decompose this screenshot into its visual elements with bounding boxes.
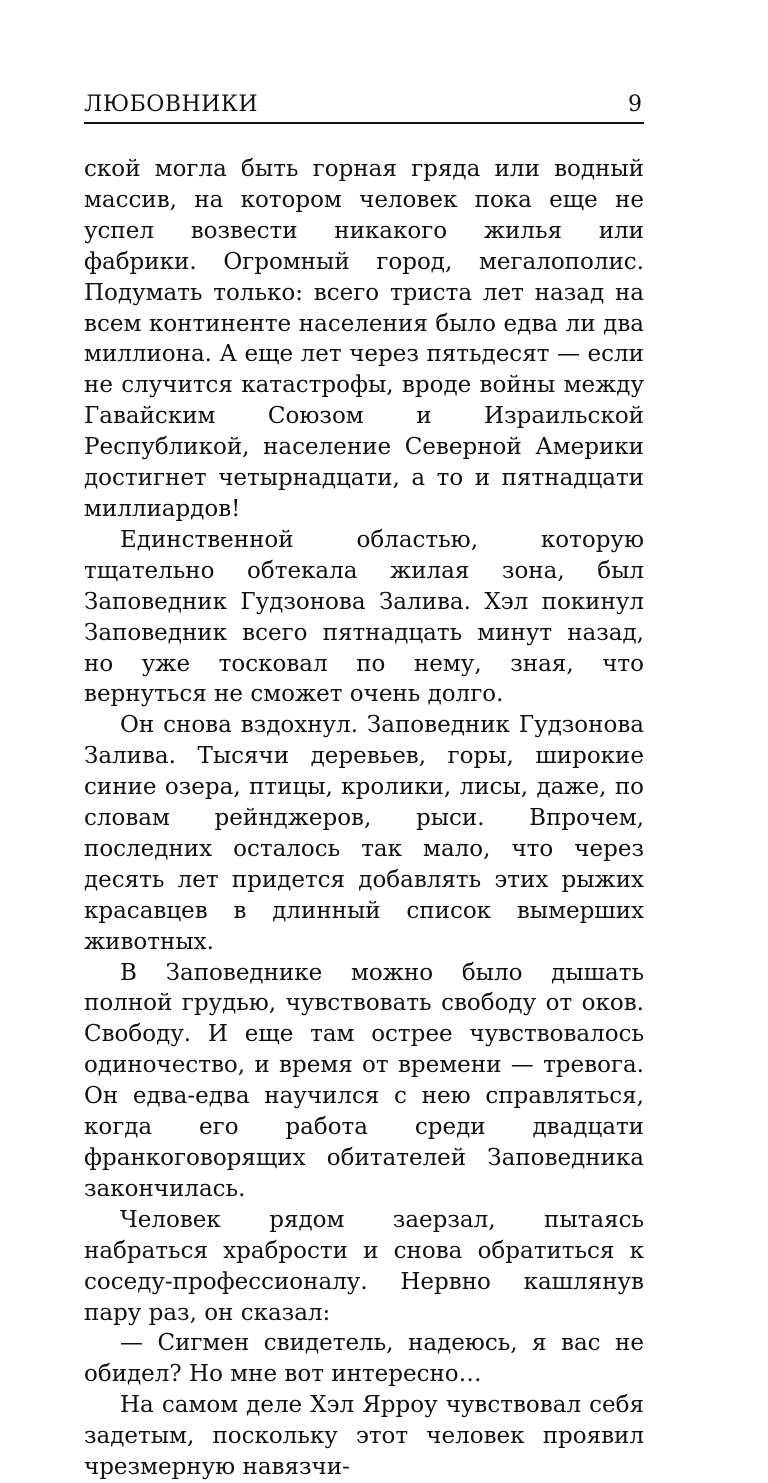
running-title: ЛЮБОВНИКИ: [84, 92, 259, 117]
paragraph: В Заповеднике можно было дышать полной грудью, чувствовать свободу от оков. Свободу. И еще там острее чувствовалось одиночество, и время от времени — тревога. Он едва-едва научился с нею справляться, когда его работа среди двадцати франкоговорящих обитателей Заповедника закончилась.: [84, 959, 644, 1202]
paragraph: Единственной областью, которую тщательно обтекала жилая зона, был Заповедник Гудзонова Залива. Хэл покинул Заповедник всего пятнадцать минут назад, но уже тосковал по нему, зная, что вернуться не сможет очень долго.: [84, 526, 644, 708]
dialogue-paragraph: — Сигмен свидетель, надеюсь, я вас не обидел? Но мне вот интересно…: [84, 1330, 644, 1388]
paragraph: На самом деле Хэл Ярроу чувствовал себя задетым, поскольку этот человек проявил чрезмерную навязчи-: [84, 1392, 644, 1481]
body-text: [84, 154, 644, 1483]
running-header: [84, 88, 644, 124]
paragraph-continued: ской могла быть горная гряда или водный массив, на котором человек пока еще не успел возвести никакого жилья или фабрики. Огромный город, мегалополис. Подумать только: всего триста лет назад на всем континенте населения было едва ли два миллиона. А еще лет через пятьдесят — если не случится катастрофы, вроде войны между Гавайским Союзом и Израильской Республикой, население Северной Америки достигнет четырнадцати, а то и пятнадцати миллиардов!: [84, 156, 644, 522]
paragraph: Человек рядом заерзал, пытаясь набраться храбрости и снова обратиться к соседу-профессионалу. Нервно кашлянув пару раз, он сказал:: [84, 1206, 644, 1326]
paragraph: Он снова вздохнул. Заповедник Гудзонова Залива. Тысячи деревьев, горы, широкие синие озера, птицы, кролики, лисы, даже, по словам рейнджеров, рыси. Впрочем, последних осталось так мало, что через десять лет придется добавлять этих рыжих красавцев в длинный список вымерших животных.: [84, 712, 644, 955]
page-number: 9: [628, 92, 642, 117]
